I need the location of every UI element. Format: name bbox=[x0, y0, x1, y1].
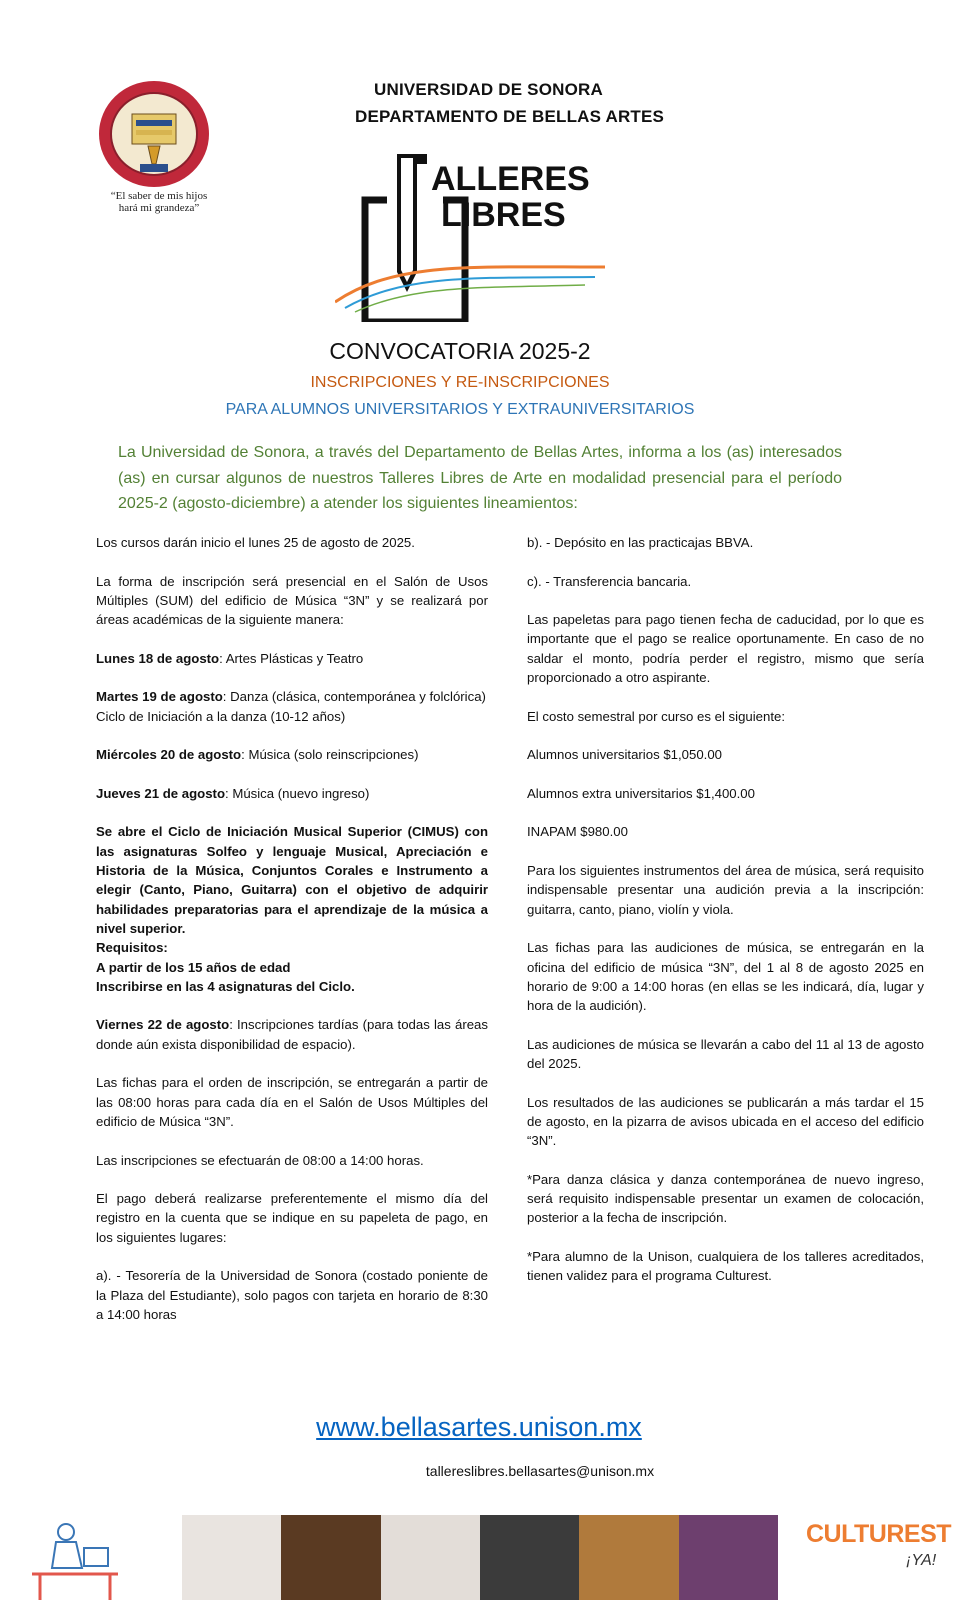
guitar-photo bbox=[281, 1515, 380, 1600]
wednesday-schedule: Miércoles 20 de agosto: Música (solo reinscripciones) bbox=[96, 747, 419, 763]
talleres-libres-logo-icon bbox=[335, 152, 615, 322]
monday-schedule: Lunes 18 de agosto: Artes Plásticas y Teatro bbox=[96, 650, 364, 666]
start-date-text: Los cursos darán inicio el lunes 25 de agosto de 2025. bbox=[96, 535, 415, 550]
department-name: DEPARTAMENTO DE BELLAS ARTES bbox=[355, 107, 665, 126]
cost-intro: El costo semestral por curso es el siguiente: bbox=[527, 708, 786, 724]
payment-option-b: b). - Depósito en las practicajas BBVA. bbox=[527, 535, 754, 550]
audition-tickets-text: Las fichas para las audiciones de música, se entregarán en la oficina del edificio de música “3N”, del 1 al 8 de agosto 2025 en horario de 9:00 a 14:00 horas (en ellas se les indicará, día, lugar y hora de la audición). bbox=[527, 940, 924, 1014]
university-motto: “El saber de mis hijos hará mi grandeza” bbox=[110, 190, 208, 214]
cimus-info: Se abre el Ciclo de Iniciación Musical Superior (CIMUS) con las asignaturas Solfeo y lenguaje Musical, Apreciación e Historia de la Música, Conjuntos Corales e Instrumento a elegir (Canto, Piano, Guitarra) con el objetivo de adquirir habilidades preparatorias para el aprendizaje de la música a nivel superior. Requisitos: A partir de los 15 años de edad Inscribirse en las 4 asignaturas del Ciclo. bbox=[96, 824, 488, 994]
left-column bbox=[96, 533, 488, 1343]
logo-text-talleres: ALLERES bbox=[431, 160, 590, 198]
horario-text: Las inscripciones se efectuarán de 08:00 a 14:00 horas. bbox=[96, 1152, 424, 1168]
tuesday-schedule: Martes 19 de agosto: Danza (clásica, contemporánea y folclórica) Ciclo de Iniciación a la danza (10-12 años) bbox=[96, 689, 486, 724]
tesoreria-text: a). - Tesorería de la Universidad de Sonora (costado poniente de la Plaza del Estudiante), solo pagos con tarjeta en horario de 8:30 a 14:00 horas bbox=[96, 1268, 488, 1322]
culturest-note: *Para alumno de la Unison, cualquiera de los talleres acreditados, tienen validez para el programa Culturest. bbox=[527, 1248, 924, 1284]
contact-email: tallereslibres.bellasartes@unison.mx bbox=[425, 1463, 655, 1479]
drawing-photo bbox=[381, 1515, 480, 1600]
instruments-text: Para los siguientes instrumentos del área de música, será requisito indispensable presentar una audición previa a la inscripción: guitarra, canto, piano, violín y viola. bbox=[527, 863, 924, 917]
university-seal-icon bbox=[96, 78, 212, 190]
piano-photo bbox=[480, 1515, 579, 1600]
culturest-logo: CULTUREST bbox=[806, 1520, 952, 1548]
page-title: CONVOCATORIA 2025-2 bbox=[329, 338, 591, 364]
cost-inapam: INAPAM $980.00 bbox=[527, 824, 628, 840]
results-text: Los resultados de las audiciones se publicarán a más tardar el 15 de agosto, en la pizarra de avisos ubicada en el acceso del edificio “3N”. bbox=[527, 1094, 924, 1149]
student-reading-illustration-icon bbox=[26, 1518, 126, 1600]
singer-photo bbox=[579, 1515, 678, 1600]
culturest-tagline: ¡YA! bbox=[906, 1552, 937, 1569]
fichas-text: Las fichas para el orden de inscripción, se entregarán a partir de las 08:00 horas para cada día en el Salón de Usos Múltiples del edificio de Música “3N”. bbox=[96, 1075, 488, 1129]
university-name: UNIVERSIDAD DE SONORA bbox=[374, 80, 604, 99]
payment-option-c: c). - Transferencia bancaria. bbox=[527, 573, 692, 589]
registration-form-text: La forma de inscripción será presencial en el Salón de Usos Múltiples (SUM) del edificio de Música “3N” y se realizará por áreas académicas de la siguiente manera: bbox=[96, 573, 488, 628]
website-link[interactable]: www.bellasartes.unison.mx bbox=[316, 1412, 642, 1442]
subtitle-alumnos: PARA ALUMNOS UNIVERSITARIOS Y EXTRAUNIVERSITARIOS bbox=[225, 401, 695, 418]
friday-schedule: Viernes 22 de agosto: Inscripciones tardías (para todas las áreas donde aún exista disponibilidad de espacio). bbox=[96, 1017, 488, 1052]
thursday-schedule: Jueves 21 de agosto: Música (nuevo ingreso) bbox=[96, 785, 370, 801]
pago-text: El pago deberá realizarse preferentemente el mismo día del registro en la cuenta que se indique en su papeleta de pago, en los siguientes lugares: bbox=[96, 1191, 488, 1245]
intro-paragraph: La Universidad de Sonora, a través del Departamento de Bellas Artes, informa a los (as) interesados (as) en cursar algunos de nuestros Talleres Libres de Arte en modalidad presencial para el período 2025-2 (agosto-diciembre) a atender los siguientes lineamientos: bbox=[118, 444, 842, 512]
right-column bbox=[527, 533, 924, 1305]
auditions-dates: Las audiciones de música se llevarán a cabo del 11 al 13 de agosto del 2025. bbox=[527, 1036, 924, 1072]
logo-text-libres: LIBRES bbox=[441, 196, 566, 234]
dance-photo bbox=[182, 1515, 281, 1600]
subtitle-inscripciones: INSCRIPCIONES Y RE-INSCRIPCIONES bbox=[310, 374, 610, 391]
cost-university: Alumnos universitarios $1,050.00 bbox=[527, 747, 722, 763]
cost-extra: Alumnos extra universitarios $1,400.00 bbox=[527, 785, 755, 801]
footer-photo-strip bbox=[182, 1515, 778, 1600]
papeletas-text: Las papeletas para pago tienen fecha de caducidad, por lo que es importante que el pago se realice oportunamente. En caso de no saldar el monto, podría perder el registro, mismo que sería proporcionado a otro aspirante. bbox=[527, 612, 924, 686]
dance-note: *Para danza clásica y danza contemporánea de nuevo ingreso, será requisito indispensable presentar un examen de colocación, posterior a la fecha de inscripción. bbox=[527, 1171, 924, 1226]
folk-dance-photo bbox=[679, 1515, 778, 1600]
